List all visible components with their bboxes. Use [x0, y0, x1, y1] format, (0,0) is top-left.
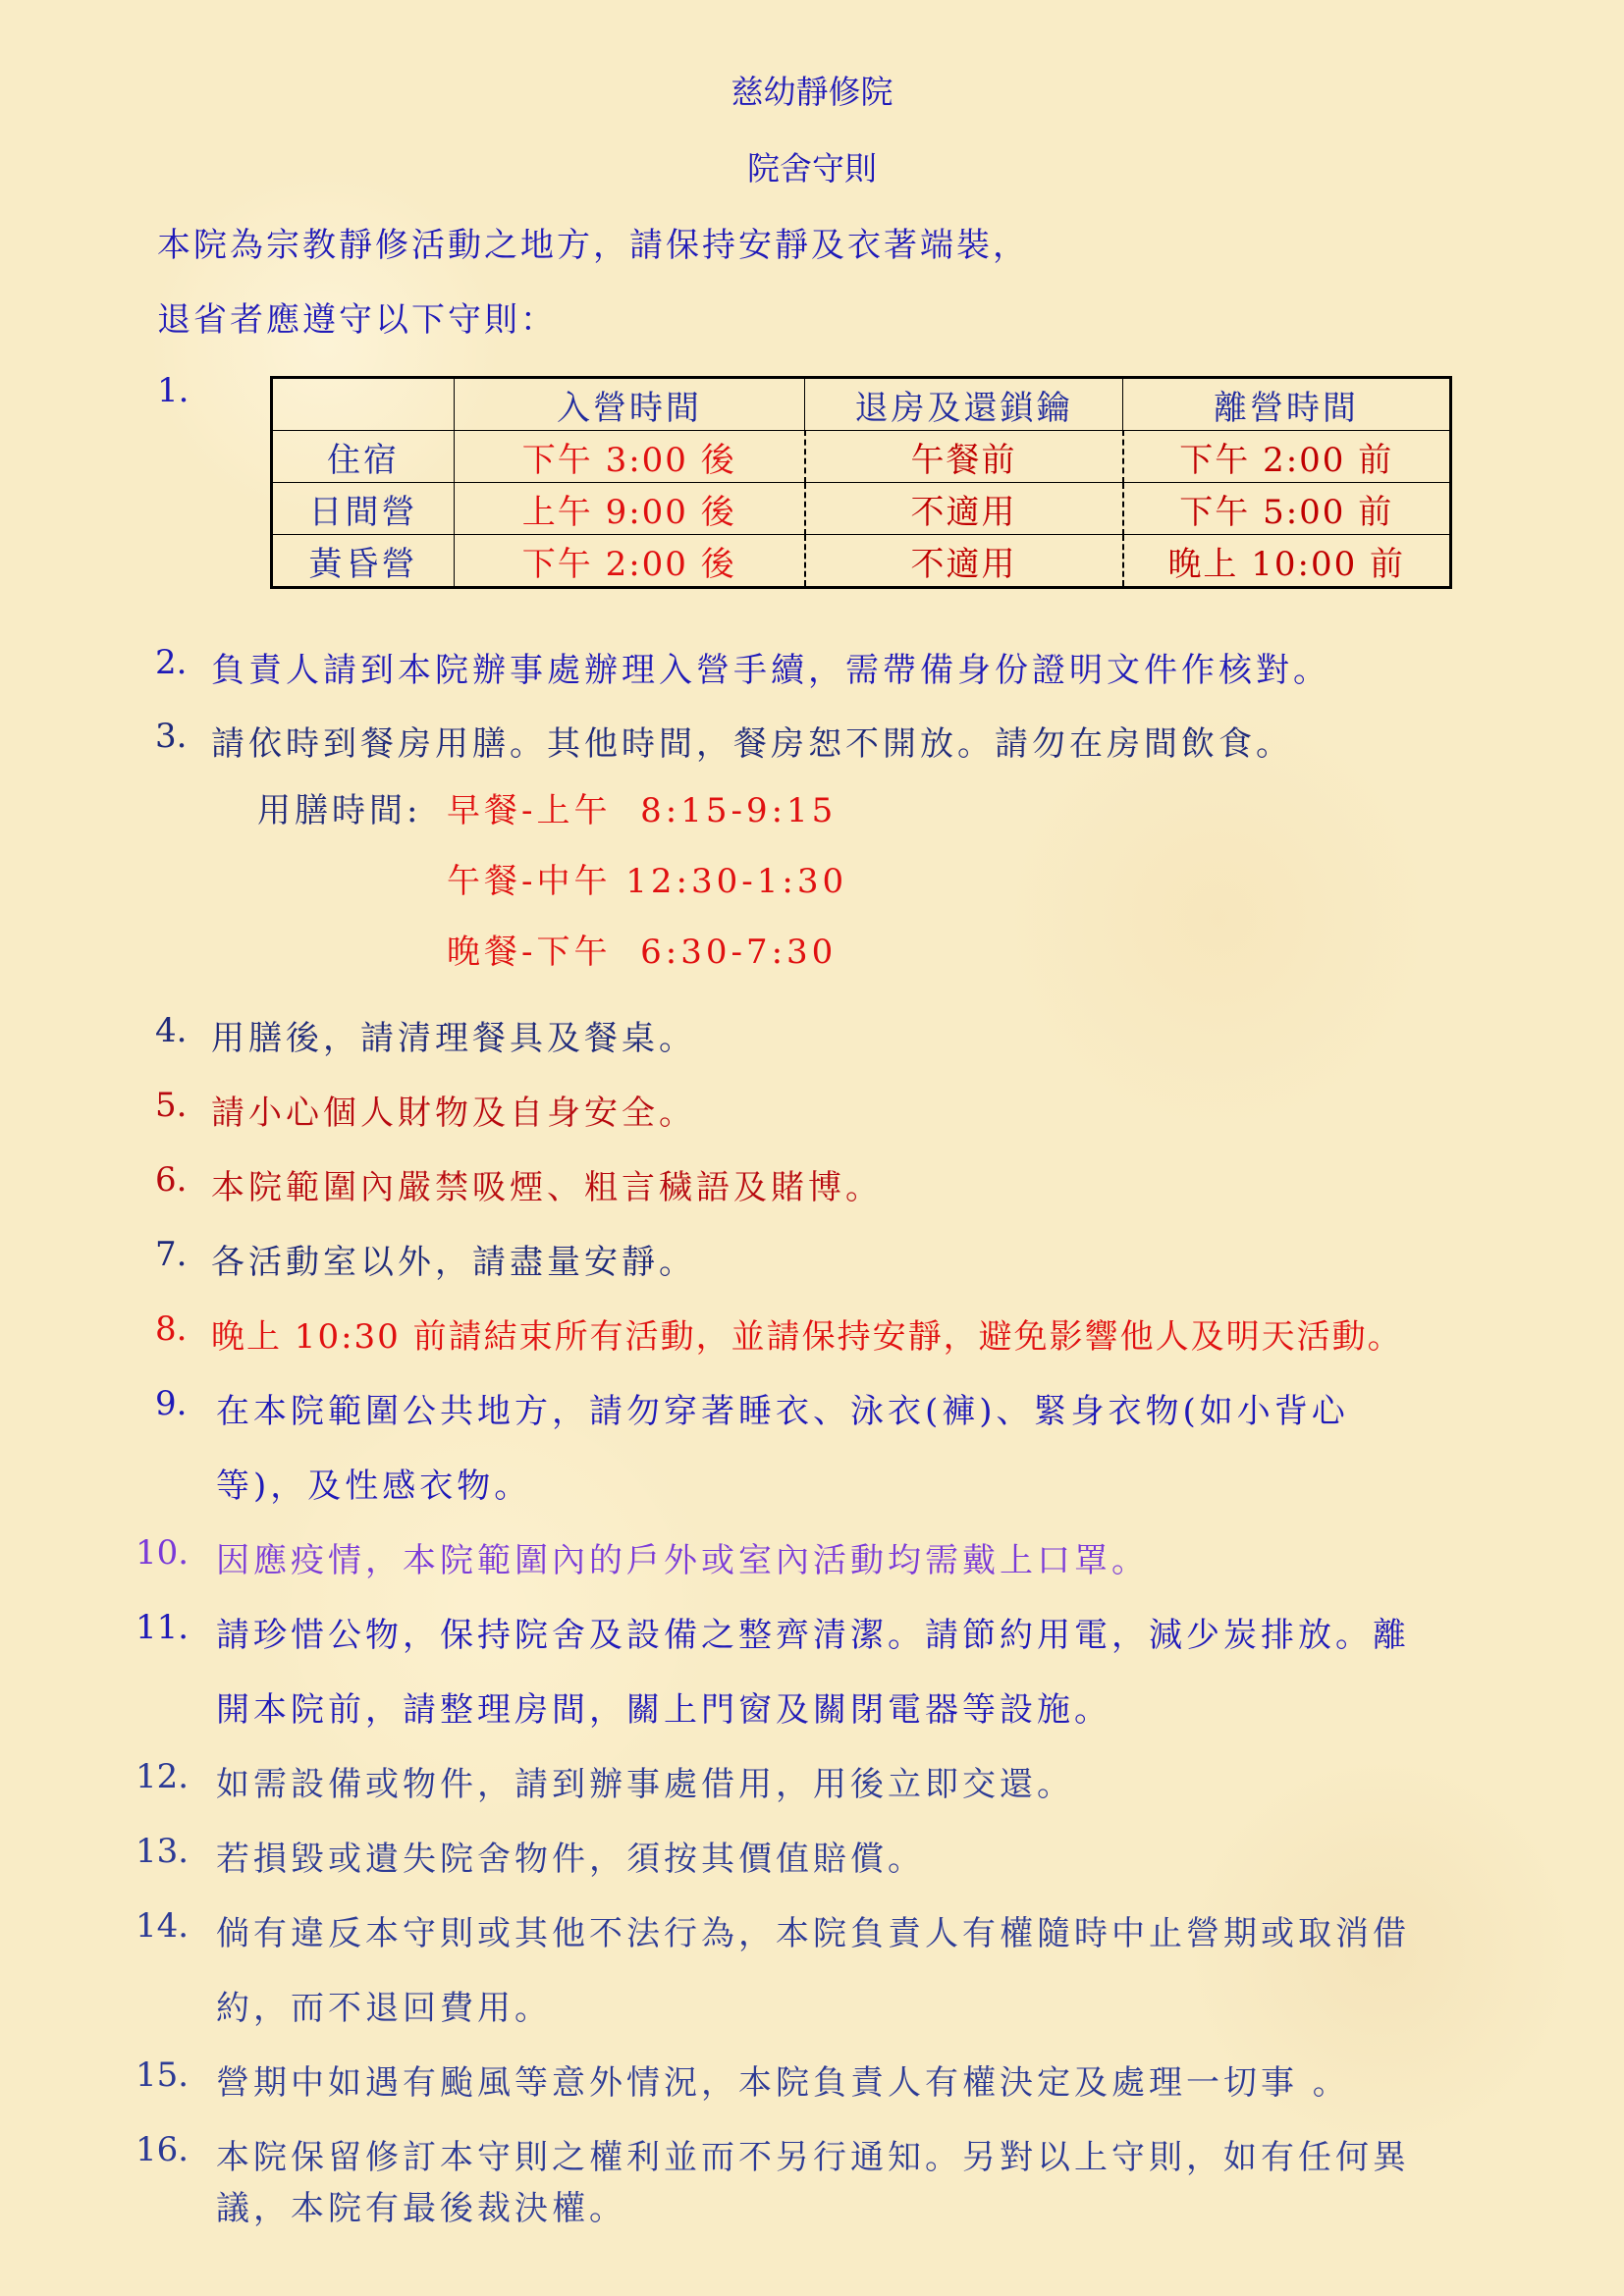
rule-7-text: 各活動室以外，請盡量安靜。	[211, 1243, 696, 1282]
table-header-empty	[272, 378, 455, 431]
page-title: 院舍守則	[747, 149, 877, 187]
org-name: 慈幼靜修院	[731, 73, 893, 111]
rule-10-number: 10.	[135, 1533, 189, 1573]
rule-4-text: 用膳後，請清理餐具及餐桌。	[211, 1019, 696, 1058]
table-header-checkout: 退房及還鎖鑰	[805, 378, 1123, 431]
checkout-time: 午餐前	[805, 431, 1123, 483]
leave-time: 下午 5:00 前	[1123, 483, 1451, 535]
rule-11-text-cont: 開本院前，請整理房間，關上門窗及關閉電器等設施。	[216, 1690, 1111, 1730]
rule-2-number: 2.	[155, 643, 188, 682]
row-label: 日間營	[272, 483, 455, 535]
table-header-leave: 離營時間	[1123, 378, 1451, 431]
hours-table	[270, 376, 1452, 589]
rule-5-text: 請小心個人財物及自身安全。	[211, 1094, 696, 1133]
rule-9-number: 9.	[155, 1384, 188, 1423]
rule-14-text-cont: 約，而不退回費用。	[216, 1989, 552, 2028]
rule-6-text: 本院範圍內嚴禁吸煙、粗言穢語及賭博。	[211, 1168, 883, 1207]
check-in-time: 下午 2:00 後	[455, 535, 805, 588]
row-label: 黃昏營	[272, 535, 455, 588]
intro-line-1: 本院為宗教靜修活動之地方，請保持安靜及衣著端裝，	[157, 226, 1029, 265]
rule-3-number: 3.	[155, 717, 188, 756]
rule-11-text: 請珍惜公物，保持院舍及設備之整齊清潔。請節約用電，減少炭排放。離	[216, 1616, 1410, 1655]
rule-6-number: 6.	[155, 1160, 188, 1200]
rule-15-text: 營期中如遇有颱風等意外情況，本院負責人有權決定及處理一切事 。	[216, 2063, 1350, 2103]
table-row	[272, 535, 1451, 588]
checkout-time: 不適用	[805, 483, 1123, 535]
leave-time: 晚上 10:00 前	[1123, 535, 1451, 588]
rule-10-text: 因應疫情，本院範圍內的戶外或室內活動均需戴上口罩。	[216, 1541, 1149, 1580]
rule-15-number: 15.	[135, 2056, 189, 2095]
table-header-row	[272, 378, 1451, 431]
dinner-time: 晚餐-下午 6:30-7:30	[447, 933, 838, 972]
rule-16-text: 本院保留修訂本守則之權利並而不另行通知。另對以上守則，如有任何異	[216, 2138, 1410, 2177]
rule-14-number: 14.	[135, 1906, 189, 1946]
check-in-time: 上午 9:00 後	[455, 483, 805, 535]
breakfast-time: 早餐-上午 8:15-9:15	[447, 791, 838, 830]
intro-line-2: 退省者應遵守以下守則：	[157, 300, 557, 340]
check-in-time: 下午 3:00 後	[455, 431, 805, 483]
table-row	[272, 431, 1451, 483]
meal-time-label: 用膳時間:	[257, 791, 422, 830]
rule-13-text: 若損毀或遺失院舍物件，須按其價值賠償。	[216, 1840, 925, 1879]
rule-12-text: 如需設備或物件，請到辦事處借用，用後立即交還。	[216, 1765, 1074, 1804]
rule-9-text-cont: 等)，及性感衣物。	[216, 1467, 532, 1506]
rule-4-number: 4.	[155, 1011, 188, 1050]
rule-5-number: 5.	[155, 1086, 188, 1125]
rule-11-number: 11.	[135, 1608, 189, 1647]
rule-16-number: 16.	[135, 2130, 189, 2169]
row-label: 住宿	[272, 431, 455, 483]
table-row	[272, 483, 1451, 535]
checkout-time: 不適用	[805, 535, 1123, 588]
rule-13-number: 13.	[135, 1832, 189, 1871]
rule-14-text: 倘有違反本守則或其他不法行為，本院負責人有權隨時中止營期或取消借	[216, 1914, 1410, 1953]
rule-12-number: 12.	[135, 1757, 189, 1796]
rule-8-text: 晚上 10:30 前請結束所有活動，並請保持安靜，避免影響他人及明天活動。	[211, 1317, 1403, 1357]
rule-7-number: 7.	[155, 1235, 188, 1274]
rule-2-text: 負責人請到本院辦事處辦理入營手續，需帶備身份證明文件作核對。	[211, 651, 1330, 690]
rule-9-text: 在本院範圍公共地方，請勿穿著睡衣、泳衣(褲)、緊身衣物(如小背心	[216, 1392, 1349, 1431]
lunch-time: 午餐-中午 12:30-1:30	[447, 862, 848, 901]
rule-3-text: 請依時到餐房用膳。其他時間，餐房恕不開放。請勿在房間飲食。	[211, 724, 1293, 764]
leave-time: 下午 2:00 前	[1123, 431, 1451, 483]
rule-1-number: 1.	[157, 371, 189, 410]
table-header-check-in: 入營時間	[455, 378, 805, 431]
rule-8-number: 8.	[155, 1309, 188, 1349]
rule-16-text-cont: 議，本院有最後裁決權。	[216, 2189, 626, 2228]
